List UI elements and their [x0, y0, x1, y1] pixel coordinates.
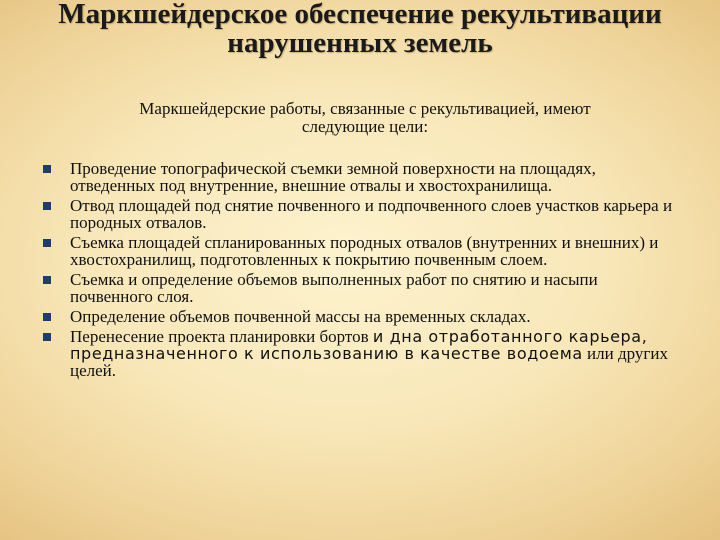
slide-title-line-1: Маркшейдерское обеспечение рекультивации	[58, 0, 662, 30]
bullet-item	[40, 234, 680, 268]
square-bullet-icon	[43, 239, 51, 247]
square-bullet-icon	[43, 202, 51, 210]
slide-title-line-2: нарушенных земель	[227, 27, 493, 59]
slide-title	[10, 0, 710, 58]
bullet-text-part-1: Перенесение проекта планировки бортов	[70, 327, 373, 346]
bullet-text-part-3: или других целей.	[70, 344, 668, 380]
bullet-text: Определение объемов почвенной массы на временных складах.	[70, 307, 531, 326]
square-bullet-icon	[43, 313, 51, 321]
bullet-list	[40, 160, 680, 382]
square-bullet-icon	[43, 333, 51, 341]
slide-subtitle-line-2: следующие цели:	[301, 117, 429, 136]
slide-subtitle	[80, 100, 650, 136]
bullet-item	[40, 271, 680, 305]
bullet-text: Отвод площадей под снятие почвенного и подпочвенного слоев участков карьера и породных отвалов.	[70, 196, 673, 232]
slide-subtitle-line-1: Маркшейдерские работы, связанные с рекультивацией, имеют	[139, 99, 591, 118]
bullet-text-part-2: и дна отработанного карьера, предназначенного к использованию в качестве водоема	[70, 327, 648, 363]
square-bullet-icon	[43, 165, 51, 173]
bullet-item	[40, 160, 680, 194]
bullet-text: Съемка и определение объемов выполненных работ по снятию и насыпи почвенного слоя.	[70, 270, 598, 306]
bullet-item	[40, 197, 680, 231]
bullet-text: Съемка площадей спланированных породных отвалов (внутренних и внешних) и хвостохранилищ, подготовленных к покрытию почвенным слоем.	[70, 233, 659, 269]
bullet-item	[40, 308, 680, 325]
square-bullet-icon	[43, 276, 51, 284]
bullet-text: Проведение топографической съемки земной поверхности на площадях, отведенных под внутренние, внешние отвалы и хвостохранилища.	[70, 159, 596, 195]
bullet-item	[40, 328, 680, 379]
